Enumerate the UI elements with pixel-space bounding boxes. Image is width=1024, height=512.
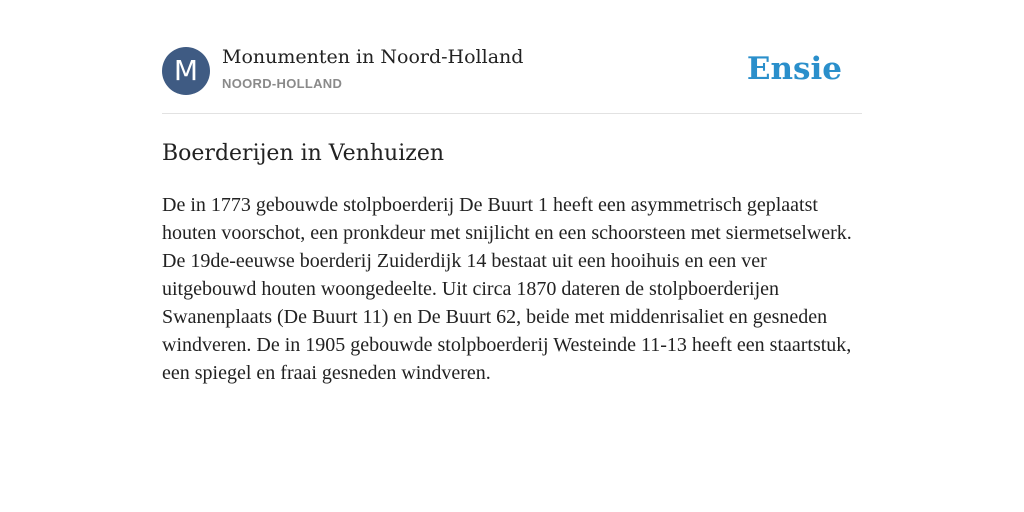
header [162,46,862,114]
brand-logo[interactable]: Ensie [746,51,842,87]
content [162,46,862,387]
article-title: Boerderijen in Venhuizen [162,141,445,166]
avatar[interactable]: M [162,47,210,95]
source-subtitle: NOORD-HOLLAND [222,76,343,91]
source-title[interactable]: Monumenten in Noord-Holland [222,46,524,68]
article-body: De in 1773 gebouwde stolpboerderij De Buurt 1 heeft een asymmetrisch geplaatst houten voorschot, een pronkdeur met snijlicht en een schoorsteen met siermetselwerk. De 19de-eeuwse boerderij Zuiderdijk 14 bestaat uit een hooihuis en een ver uitgebouwd houten woongedeelte. Uit circa 1870 dateren de stolpboerderijen Swanenplaats (De Buurt 11) en De Buurt 62, beide met middenrisaliet en gesneden windveren. De in 1905 gebouwde stolpboerderij Westeinde 11-13 heeft een staartstuk, een spiegel en fraai gesneden windveren. [162,194,852,384]
